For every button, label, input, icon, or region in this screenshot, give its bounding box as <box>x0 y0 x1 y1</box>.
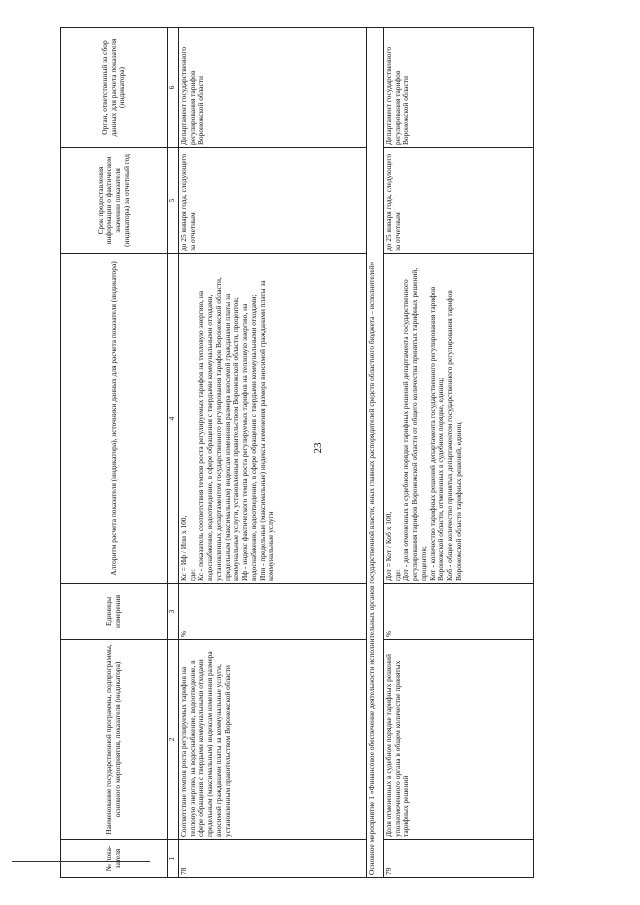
indicator-name: Соответствие темпов роста регулируемых тарифов на тепловую энергию, на водоснабжение, водоотведение, в сфере обращения с твердыми коммунальными отходами предельным (максимальным) индексам изменения размера вносимой гражданами платы за коммунальные услуги, установленным правительством Воронежской области <box>179 640 367 840</box>
deadline: до 25 января года, следующего за отчетным <box>384 148 534 254</box>
row-number: 79 <box>384 840 534 878</box>
column-number-row <box>168 28 179 878</box>
column-number: 4 <box>168 254 179 584</box>
row-number: 78 <box>179 840 367 878</box>
deadline: до 25 января года, следующего за отчетным <box>179 148 367 254</box>
section-heading-row <box>367 28 384 878</box>
column-number: 2 <box>168 640 179 840</box>
rotated-table-sheet <box>60 28 463 878</box>
table-row <box>179 28 367 878</box>
algorithm: Дот = Кот / Коб х 100, где: Дот - доля отмененных в судебном порядке тарифных решений департамента государственного регулирования тарифов Воронежской области от общего количества принятых тарифных решений, процентов; Кот - количество тарифных решений департамента государственного регулирования тарифов Воронежской области, отмененных в судебном порядке, единиц; Коб - общее количество принятых департаментом государственного регулирования тарифов Воронежской области тарифных решений, единиц <box>384 254 534 584</box>
header-cell: № пока-зателя <box>61 840 168 878</box>
responsible-organ: Департамент государственного регулирования тарифов Воронежской области <box>179 28 367 148</box>
column-number: 6 <box>168 28 179 148</box>
responsible-organ: Департамент государственного регулирования тарифов Воронежской области <box>384 28 534 148</box>
header-cell: Орган, ответственный за сбор данных для расчета показателя (индикатора) <box>61 28 168 148</box>
header-cell: Наименование государственной программы, подпрограммы, основного мероприятия, показателя (индикатора) <box>61 640 168 840</box>
indicators-table <box>60 27 534 878</box>
column-number: 1 <box>168 840 179 878</box>
header-cell: Срок предоставления информации о фактическом значении показателя (индикатора) за отчетный год <box>61 148 168 254</box>
algorithm: Кс = Иф / Ипи х 100, где: Кс - показатель соответствия темпов роста регулируемых тарифов на тепловую энергию, на водоснабжение, водоотведение, в сфере обращения с твердыми коммунальными отходами, установленных департаментом государственного регулирования тарифов Воронежской области, предельным (максимальным) индексам изменения размера вносимой гражданами платы за коммунальные услуги, установленным правительством Воронежской области, процентов; Иф - индекс фактического темпа роста регулируемых тарифов на тепловую энергию, на водоснабжение, водоотведение, в сфере обращения с твердыми коммунальными отходами; Ипи - предельные (максимальные) индексы изменения размера вносимой гражданами платы за коммунальные услуги <box>179 254 367 584</box>
unit: % <box>179 584 367 640</box>
header-cell: Единицы измерения <box>61 584 168 640</box>
page-number: 23 <box>312 442 324 454</box>
column-number: 5 <box>168 148 179 254</box>
footnote-rule <box>12 861 150 862</box>
header-row <box>61 28 168 878</box>
indicator-name: Доля отмененных в судебном порядке тарифных решений уполномоченного органа в общем количестве принятых тарифных решений <box>384 640 534 840</box>
section-heading: Основное мероприятие 1 «Финансовое обеспечение деятельности исполнительных органов государственной власти, иных главных распорядителей средств областного бюджета – исполнителей» <box>367 28 384 878</box>
header-cell: Алгоритм расчета показателя (индикатора), источники данных для расчета показателя (индикатора) <box>61 254 168 584</box>
table-row <box>384 28 534 878</box>
column-number: 3 <box>168 584 179 640</box>
unit: % <box>384 584 534 640</box>
